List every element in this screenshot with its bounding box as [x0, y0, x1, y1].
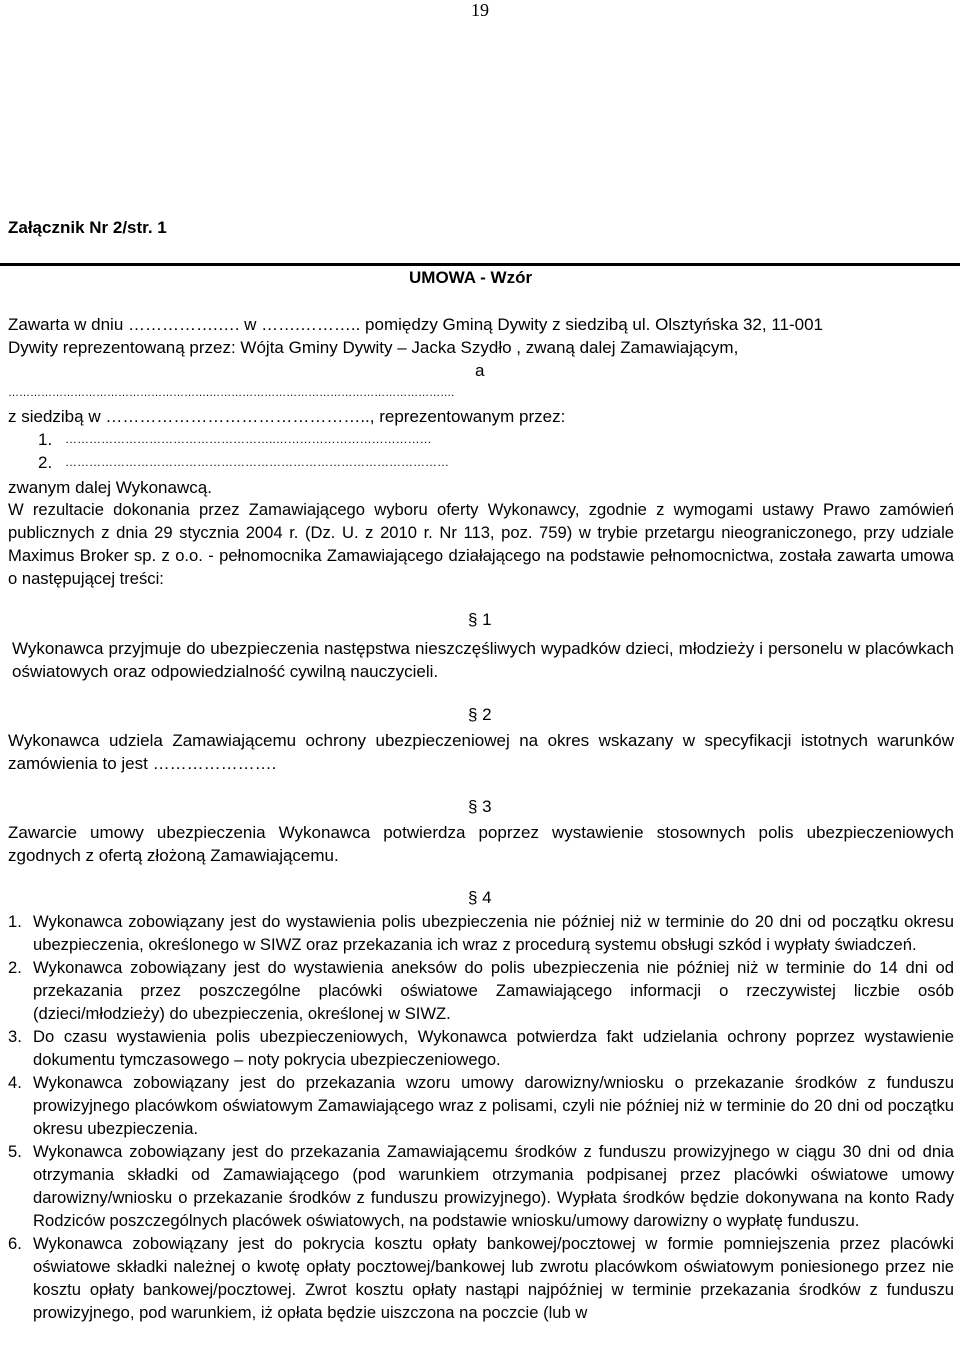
section-4-list: [8, 910, 954, 1324]
list-item-text: Wykonawca zobowiązany jest do pokrycia kosztu opłaty bankowej/pocztowej w formie pomniejszenia przez placówki oświatowe składki należnej o kwotę opłaty pocztowej/bankowej lub zwrotu placówkom oświatowym poniesionego przez nie kosztu opłaty bankowej/pocztowej. Zwrot kosztu opłaty nastąpi najpóźniej w terminie przekazania środków z funduszu prowizyjnego, pod warunkiem, iż opłata będzie uiszczona na poczcie (lub w: [33, 1234, 954, 1322]
award-paragraph: W rezultacie dokonania przez Zamawiającego wyboru oferty Wykonawcy, zgodnie z wymogami ustawy Prawo zamówień publicznych z dnia 29 stycznia 2004 r. (Dz. U. z 2010 r. Nr 113, poz. 759) w trybie przetargu nieograniczonego, przy udziale Maximus Broker sp. z o.o. - pełnomocnika Zamawiającego działającego na podstawie pełnomocnictwa, została zawarta umowa o następującej treści:: [8, 500, 954, 588]
representative-2-dots: ……………………………………………………………………………………: [65, 455, 449, 469]
list-item: [8, 910, 954, 956]
list-item-number: 5.: [8, 1142, 22, 1161]
list-item-text: Wykonawca zobowiązany jest do przekazania wzoru umowy darowizny/wniosku o przekazanie środków z funduszu prowizyjnego placówkom oświatowym Zamawiającego wraz z polisami, czyli nie później niż w terminie do 20 dni od początku okresu ubezpieczenia.: [33, 1073, 954, 1138]
document-title: UMOWA - Wzór: [409, 268, 533, 287]
page-number: 19: [471, 0, 489, 20]
intro-line-1: Zawarta w dniu …………….…. w …….……….. pomiędzy Gminą Dywity z siedzibą ul. Olsztyńska 32, 11-001: [8, 315, 823, 334]
representative-1-number: 1.: [38, 430, 53, 449]
list-item: [8, 1140, 954, 1232]
section-mark-1: § 1: [468, 610, 492, 629]
list-item-number: 1.: [8, 912, 22, 931]
list-item: [8, 1232, 954, 1324]
intro-line-2: Dywity reprezentowaną przez: Wójta Gminy Dywity – Jacka Szydło , zwaną dalej Zamawiającym,: [8, 338, 739, 357]
contractor-designation: zwanym dalej Wykonawcą.: [8, 478, 212, 497]
contractor-dots-left: ……………………………………………….: [8, 387, 210, 399]
list-item-text: Do czasu wystawienia polis ubezpieczeniowych, Wykonawca potwierdza fakt udzielania ochrony poprzez wystawienie dokumentu tymczasowego – noty pokrycia ubezpieczeniowego.: [33, 1027, 954, 1069]
section-1-text: Wykonawca przyjmuje do ubezpieczenia następstwa nieszczęśliwych wypadków dzieci, młodzieży i personelu w placówkach oświatowych oraz odpowiedzialność cywilną nauczycieli.: [12, 639, 954, 681]
section-mark-3: § 3: [468, 797, 492, 816]
section-mark-4: § 4: [468, 888, 492, 907]
section-2-text: Wykonawca udziela Zamawiającemu ochrony ubezpieczeniowej na okres wskazany w specyfikacji istotnych warunków zamówienia to jest ………………….: [8, 731, 954, 773]
list-item-text: Wykonawca zobowiązany jest do wystawienia polis ubezpieczenia nie później niż w terminie do 20 dni od początku okresu ubezpieczenia, określonego w SIWZ oraz przekazania ich wraz z procedurą systemu obsługi szkód i wypłaty świadczeń.: [33, 912, 954, 954]
attachment-header: Załącznik Nr 2/str. 1: [8, 218, 167, 237]
representative-1-dots: ……………………………………………..…………………………………: [65, 432, 432, 446]
list-item: [8, 1025, 954, 1071]
contractor-seat: z siedzibą w ……………………………………….., reprezentowanym przez:: [8, 407, 566, 426]
section-mark-2: § 2: [468, 705, 492, 724]
list-item-number: 2.: [8, 958, 22, 977]
list-item-text: Wykonawca zobowiązany jest do wystawienia aneksów do polis ubezpieczenia nie później niż w terminie do 14 dni od przekazania przez poszczególne placówki oświatowe Zamawiającego informacji o rzeczywistej liczbie osób (dzieci/młodzieży) do ubezpieczenia, określonej w SIWZ.: [33, 958, 954, 1023]
list-item-number: 6.: [8, 1234, 22, 1253]
list-item: [8, 956, 954, 1025]
intro-conjunction: a: [475, 361, 485, 380]
representative-2-number: 2.: [38, 453, 53, 472]
list-item-text: Wykonawca zobowiązany jest do przekazania Zamawiającemu środków z funduszu prowizyjnego w ciągu 30 dni od dnia otrzymania składki od Zamawiającego (pod warunkiem otrzymania podpisanej przez placówki oświatowe umowy darowizny/wniosku o przekazanie środków z funduszu prowizyjnego). Wypłata środków będzie dokonywana na konto Rady Rodziców poszczególnych placówek oświatowych, na podstawie wniosku/umowy darowizny o wypłatę funduszu.: [33, 1142, 954, 1230]
list-item: [8, 1071, 954, 1140]
contractor-name-placeholder: [8, 382, 454, 405]
list-item-number: 4.: [8, 1073, 22, 1092]
section-3-text: Zawarcie umowy ubezpieczenia Wykonawca potwierdza poprzez wystawienie stosownych polis ubezpieczeniowych zgodnych z ofertą złożoną Zamawiającemu.: [8, 823, 954, 865]
list-item-number: 3.: [8, 1027, 22, 1046]
contractor-dots-right: ………………………………………………………….: [209, 387, 455, 399]
